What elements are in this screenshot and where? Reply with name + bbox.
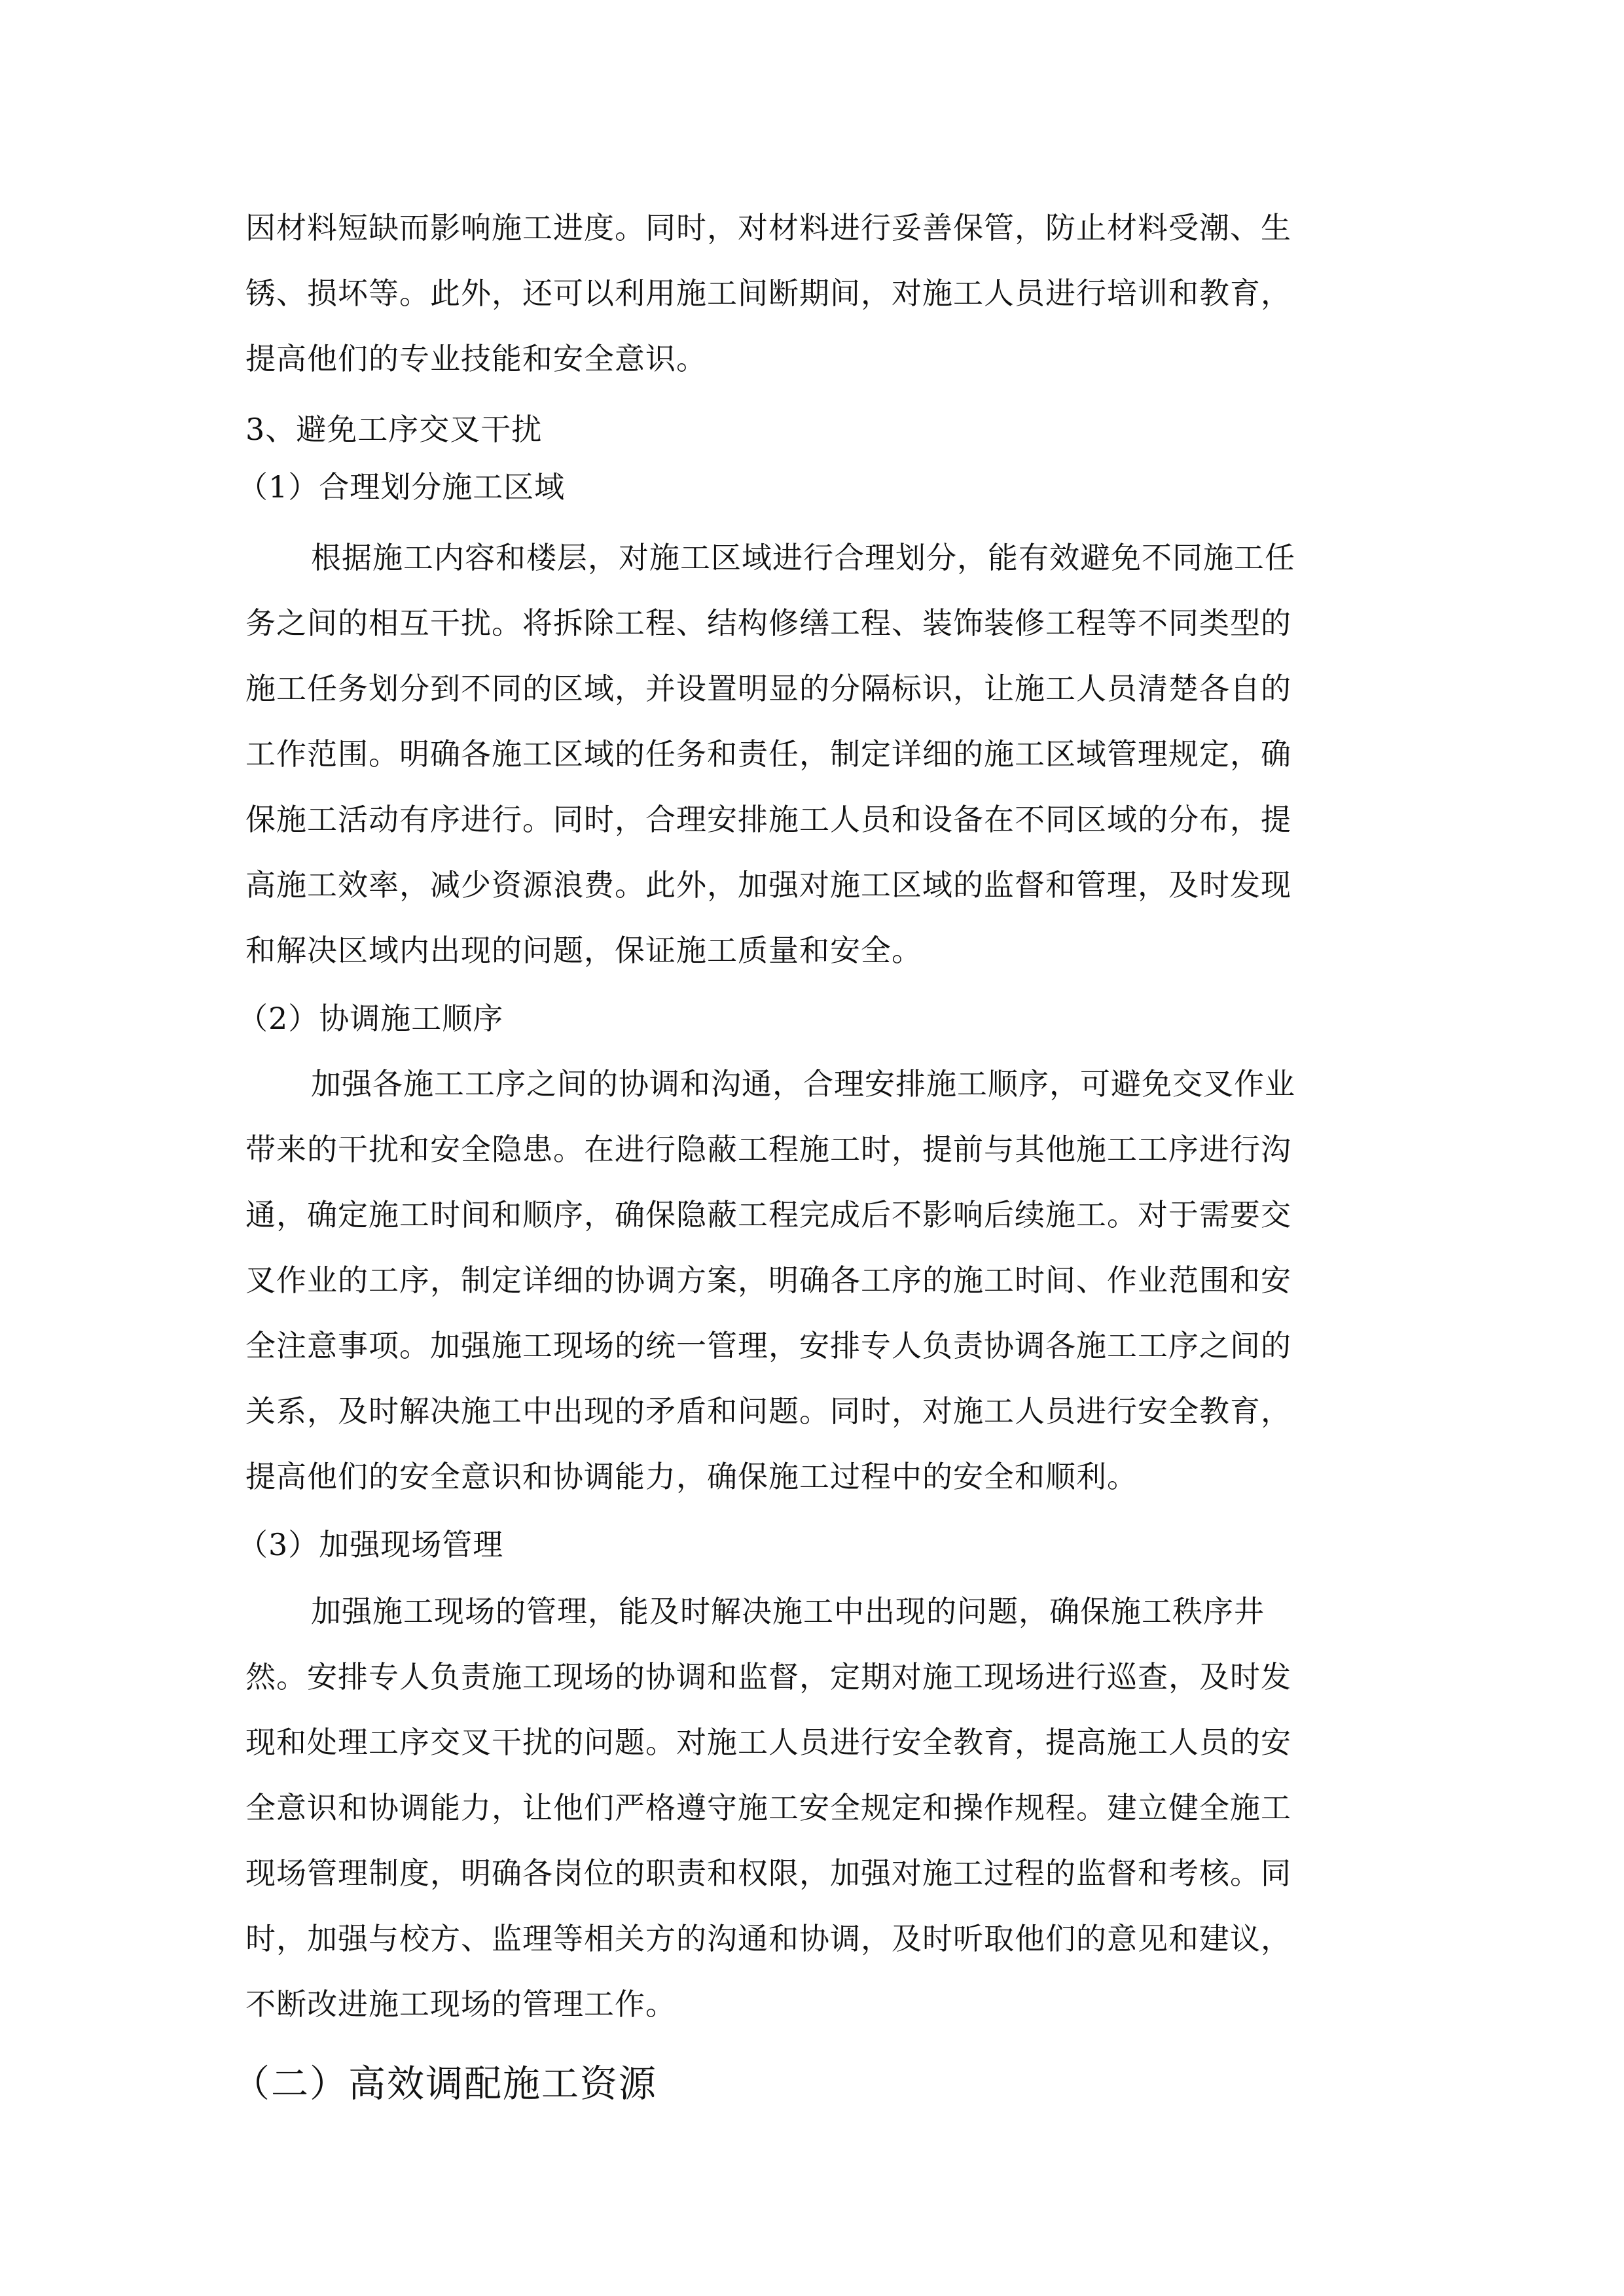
subsection-heading: （3）加强现场管理 <box>238 1527 504 1562</box>
body-text-line: 加强施工现场的管理，能及时解决施工中出现的问题，确保施工秩序井 <box>311 1594 1265 1629</box>
body-text-line: 施工任务划分到不同的区域，并设置明显的分隔标识，让施工人员清楚各自的 <box>245 671 1291 706</box>
body-text-line: 叉作业的工序，制定详细的协调方案，明确各工序的施工时间、作业范围和安 <box>245 1263 1291 1298</box>
subsection-heading: （2）协调施工顺序 <box>238 1001 504 1036</box>
body-text-line: 高施工效率，减少资源浪费。此外，加强对施工区域的监督和管理，及时发现 <box>245 867 1291 903</box>
body-text-line: 因材料短缺而影响施工进度。同时，对材料进行妥善保管，防止材料受潮、生 <box>245 210 1291 245</box>
body-text-line: 务之间的相互干扰。将拆除工程、结构修缮工程、装饰装修工程等不同类型的 <box>245 605 1291 641</box>
body-text-line: 带来的干扰和安全隐患。在进行隐蔽工程施工时，提前与其他施工工序进行沟 <box>245 1132 1291 1167</box>
body-text-line: 保施工活动有序进行。同时，合理安排施工人员和设备在不同区域的分布，提 <box>245 802 1291 837</box>
body-text-line: 根据施工内容和楼层，对施工区域进行合理划分，能有效避免不同施工任 <box>311 540 1295 575</box>
body-text-line: 通，确定施工时间和顺序，确保隐蔽工程完成后不影响后续施工。对于需要交 <box>245 1197 1291 1232</box>
body-text-line: 不断改进施工现场的管理工作。 <box>245 1986 676 2022</box>
body-text-line: 现和处理工序交叉干扰的问题。对施工人员进行安全教育，提高施工人员的安 <box>245 1725 1291 1760</box>
body-text-line: 现场管理制度，明确各岗位的职责和权限，加强对施工过程的监督和考核。同 <box>245 1856 1291 1891</box>
body-text-line: 加强各施工工序之间的协调和沟通，合理安排施工顺序，可避免交叉作业 <box>311 1066 1295 1102</box>
body-text-line: 和解决区域内出现的问题，保证施工质量和安全。 <box>245 933 922 968</box>
subsection-heading: （1）合理划分施工区域 <box>238 469 566 505</box>
body-text-line: 全意识和协调能力，让他们严格遵守施工安全规定和操作规程。建立健全施工 <box>245 1790 1291 1825</box>
body-text-line: 工作范围。明确各施工区域的任务和责任，制定详细的施工区域管理规定，确 <box>245 736 1291 772</box>
chapter-heading: （二）高效调配施工资源 <box>232 2062 657 2106</box>
body-text-line: 关系，及时解决施工中出现的矛盾和问题。同时，对施工人员进行安全教育， <box>245 1393 1291 1429</box>
body-text-line: 时，加强与校方、监理等相关方的沟通和协调，及时听取他们的意见和建议， <box>245 1921 1291 1956</box>
body-text-line: 提高他们的安全意识和协调能力，确保施工过程中的安全和顺利。 <box>245 1459 1138 1494</box>
body-text-line: 全注意事项。加强施工现场的统一管理，安排专人负责协调各施工工序之间的 <box>245 1328 1291 1363</box>
body-text-line: 锈、损坏等。此外，还可以利用施工间断期间，对施工人员进行培训和教育， <box>245 276 1291 311</box>
body-text-line: 然。安排专人负责施工现场的协调和监督，定期对施工现场进行巡查，及时发 <box>245 1659 1291 1695</box>
section-heading: 3、避免工序交叉干扰 <box>245 412 543 447</box>
body-text-line: 提高他们的专业技能和安全意识。 <box>245 341 707 376</box>
